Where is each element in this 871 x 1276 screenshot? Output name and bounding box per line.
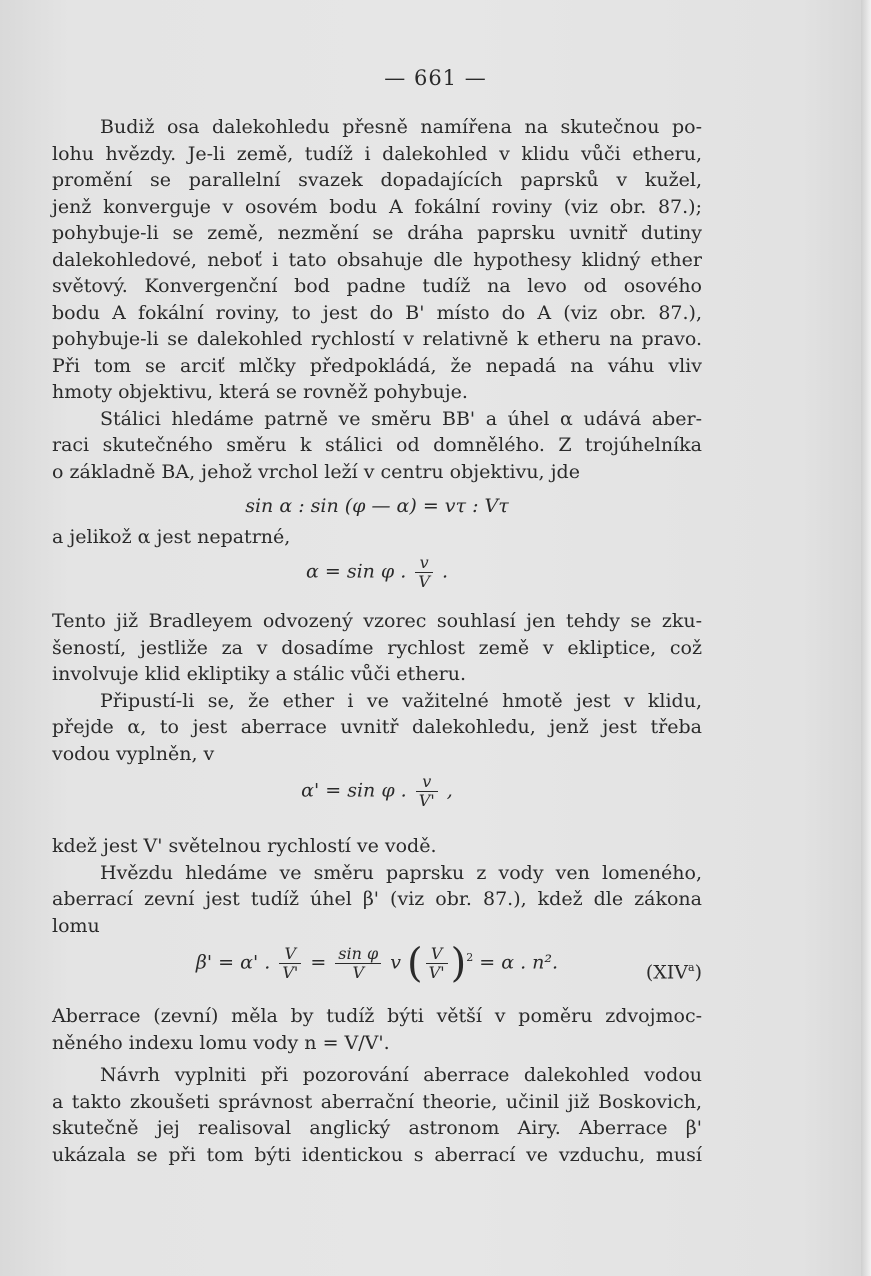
equation-end: , (446, 779, 453, 802)
text-line: Stálici hledáme patrně ve směru BB' a úhel α udává aber- (100, 407, 702, 430)
text-line: kdež jest V' světelnou rychlostí ve vodě. (52, 835, 437, 857)
equation-tag-end: ) (694, 961, 702, 984)
paragraph-1 (52, 114, 702, 406)
paragraph-9 (52, 1062, 702, 1168)
equation-tag (646, 955, 702, 986)
equation-beta-prime (52, 940, 702, 995)
text-line: involvuje klid ekliptiky a stálic vůči etheru. (52, 663, 467, 685)
text-line: ukázala se při tom býti identickou s aberrací ve vzduchu, musí (52, 1143, 702, 1166)
numerator: v (419, 553, 429, 572)
text-line: promění se parallelní svazek dopadajících paprsků v kužel, (52, 169, 702, 191)
text-line: vodou vyplněn, v (52, 742, 215, 765)
page-number: — 661 — (384, 66, 487, 90)
exponent: 2 (466, 951, 474, 965)
text-line: něného indexu lomu vody n = V/V'. (52, 1031, 390, 1054)
fraction (426, 945, 448, 982)
text-line: pohybuje-li se země, nezmění se dráha paprsku uvnitř dutiny (52, 222, 702, 244)
equation-tag-label: (XIV (645, 961, 689, 984)
paragraph-2 (52, 406, 702, 486)
text-line: Aberrace (zevní) měla by tudíž býti větší v poměru zdvojmoc- (52, 1005, 702, 1027)
fraction (279, 945, 301, 982)
text-line: přejde α, to jest aberrace uvnitř dalekohledu, jenž jest třeba (52, 716, 702, 738)
text-line: Tento již Bradleyem odvozený vzorec souhlasí jen tehdy se zku- (52, 610, 702, 632)
text-line: Při tom se arciť mlčky předpokládá, že nepadá na váhu vliv (52, 354, 702, 377)
text-line: pohybuje-li se dalekohled rychlostí v relativně k etheru na pravo. (52, 328, 702, 350)
paragraph-8 (52, 1003, 702, 1056)
text-line: lomu (52, 914, 100, 937)
text-line: světový. Konvergenční bod padne tudíž na levo od osového (52, 275, 702, 297)
body-text (52, 114, 702, 1168)
text-line: a takto zkoušeti správnost aberrační theorie, učinil již Boskovich, (52, 1090, 702, 1113)
denominator: V (335, 963, 381, 982)
text-line: o základně BA, jehož vrchol leží v centru objektivu, jde (52, 460, 580, 483)
paragraph-5 (52, 688, 702, 768)
equation-lhs: α' = sin φ . (301, 779, 407, 802)
denominator: V (415, 572, 433, 591)
text-line: jenž konverguje v osovém bodu A fokální roviny (viz obr. 87.); (52, 195, 702, 218)
numerator: V (430, 944, 443, 963)
right-paren: ) (450, 940, 467, 987)
text-line: lohu hvězdy. Je-li země, tudíž i dalekohled v klidu vůči etheru, (52, 142, 702, 165)
text-line: a jelikož α jest nepatrné, (52, 525, 291, 548)
numerator: v (422, 772, 432, 791)
text-line: aberrací zevní jest tudíž úhel β' (viz obr. 87.), kdež dle zákona (52, 888, 702, 910)
numerator: V (284, 944, 297, 963)
text-line: skutečně jej realisoval anglický astronom Airy. Aberrace β' (52, 1117, 702, 1139)
fraction (415, 554, 433, 591)
equation-part: = α . n². (479, 951, 559, 974)
equation-end: . (441, 560, 449, 583)
equation-lhs: α = sin φ . (305, 560, 407, 583)
text-line: šeností, jestliže za v dosadíme rychlost země v ekliptice, což (52, 636, 702, 659)
text-line: raci skutečného směru k stálici od domnělého. Z trojúhelníka (52, 434, 702, 456)
denominator: V' (426, 963, 448, 982)
denominator: V' (416, 791, 438, 810)
page-edge (861, 0, 871, 1276)
denominator: V' (279, 963, 301, 982)
numerator: sin φ (338, 944, 379, 963)
equation-part: = (310, 951, 327, 974)
left-paren: ( (407, 940, 423, 987)
text-line: bodu A fokální roviny, to jest do B' místo do A (viz obr. 87.), (52, 301, 702, 324)
equation-part: β' = α' . (195, 951, 271, 974)
paragraph-7 (52, 860, 702, 940)
equation-alpha (52, 554, 702, 598)
text-line: dalekohledové, neboť i tato obsahuje dle hypothesy klidný ether (52, 248, 702, 271)
text-line: Hvězdu hledáme ve směru paprsku z vody ven lomeného, (100, 861, 702, 884)
equation-sine-ratio: sin α : sin (φ — α) = vτ : Vτ (245, 495, 509, 517)
equation-part: v (390, 951, 401, 974)
text-line: Budiž osa dalekohledu přesně namířena na skutečnou po- (100, 116, 702, 138)
equation-alpha-prime (52, 773, 702, 823)
equation-tag-sup: a (688, 961, 695, 974)
text-line: hmoty objektivu, která se rovněž pohybuje. (52, 381, 468, 403)
fraction (416, 773, 438, 810)
fraction (335, 945, 381, 982)
text-line: Připustí-li se, že ether i ve važitelné hmotě jest v klidu, (100, 689, 702, 712)
paragraph-4 (52, 608, 702, 688)
text-line: Návrh vyplniti při pozorování aberrace dalekohled vodou (100, 1064, 702, 1086)
